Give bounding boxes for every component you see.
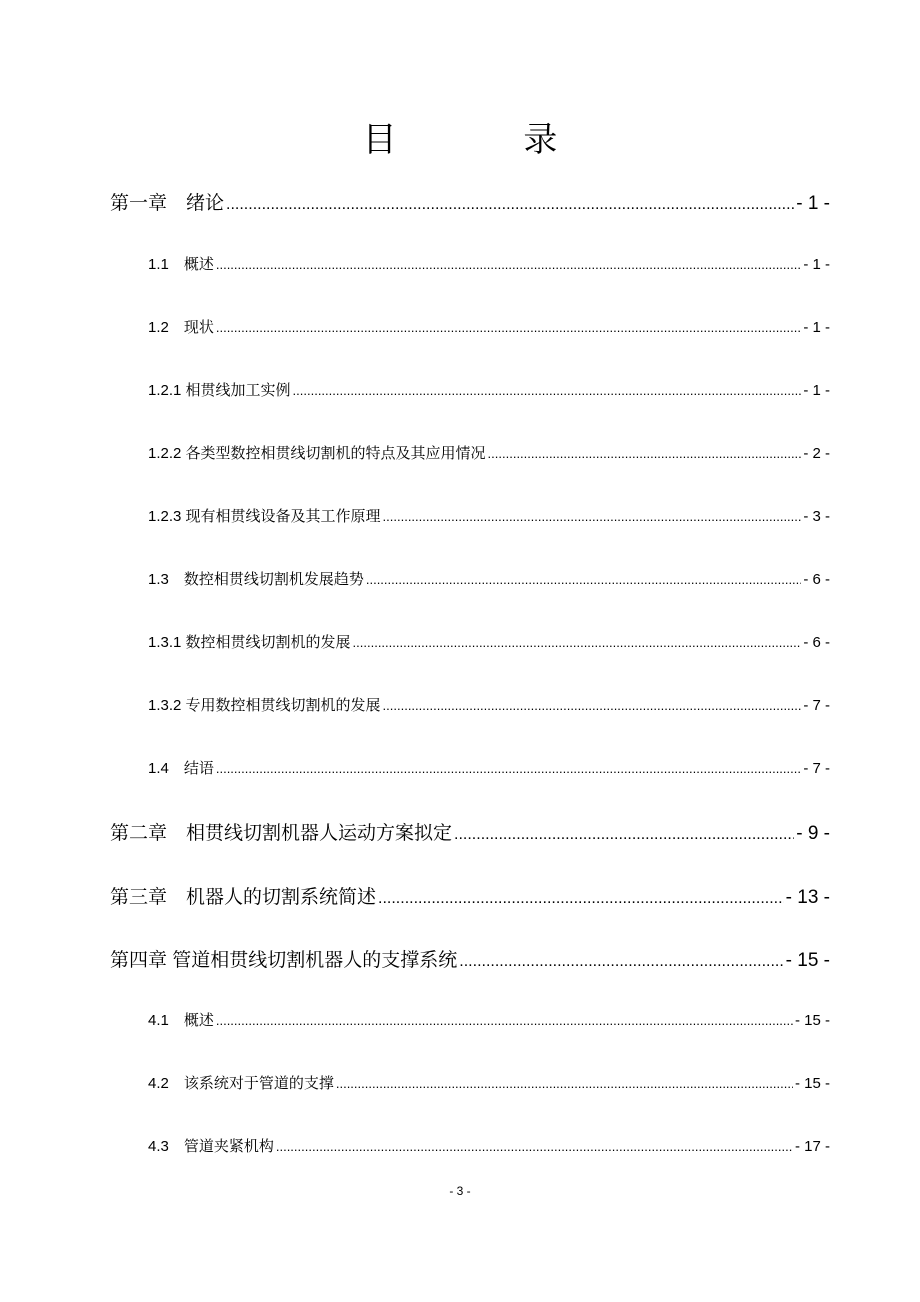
page-number-footer: - 3 - xyxy=(449,1184,471,1198)
toc-leader-dots xyxy=(293,383,802,398)
toc-entry-label: 1.4 结语 xyxy=(148,760,214,777)
toc-entry-label: 1.2.1 相贯线加工实例 xyxy=(148,382,291,399)
toc-entry-label: 4.2 该系统对于管道的支撑 xyxy=(148,1075,334,1092)
toc-leader-dots xyxy=(366,572,801,587)
toc-entry-page: - 1 - xyxy=(803,319,830,336)
toc-entry-page: - 6 - xyxy=(803,571,830,588)
toc-entry-page: - 15 - xyxy=(785,950,830,971)
toc-entry-page: - 1 - xyxy=(803,256,830,273)
toc-title: 目 录 xyxy=(362,120,616,160)
toc-leader-dots xyxy=(336,1076,793,1091)
toc-entry[interactable] xyxy=(148,379,830,400)
toc-entry-label: 第四章 管道相贯线切割机器人的支撑系统 xyxy=(110,950,458,971)
toc-entry-page: - 15 - xyxy=(794,1012,830,1029)
toc-entry-page: - 1 - xyxy=(803,382,830,399)
toc-entry[interactable] xyxy=(110,818,830,845)
toc-entry-page: - 13 - xyxy=(785,887,830,908)
toc-entry[interactable] xyxy=(148,1072,830,1093)
toc-entry[interactable] xyxy=(148,568,830,589)
toc-entry[interactable] xyxy=(148,757,830,778)
toc-entry-label: 1.2.2 各类型数控相贯线切割机的特点及其应用情况 xyxy=(148,445,486,462)
toc-entry-label: 1.2 现状 xyxy=(148,319,214,336)
toc-leader-dots xyxy=(459,953,783,971)
toc-entry[interactable] xyxy=(148,316,830,337)
toc-leader-dots xyxy=(276,1139,793,1154)
toc-entry-page: - 15 - xyxy=(794,1075,830,1092)
toc-entry-page: - 7 - xyxy=(803,760,830,777)
toc-entry-label: 1.2.3 现有相贯线设备及其工作原理 xyxy=(148,508,381,525)
toc-leader-dots xyxy=(488,446,802,461)
toc-entry-page: - 6 - xyxy=(803,634,830,651)
toc-leader-dots xyxy=(383,509,802,524)
toc-entry[interactable] xyxy=(110,188,830,215)
toc-entry-page: - 3 - xyxy=(803,508,830,525)
toc-entry-label: 4.3 管道夹紧机构 xyxy=(148,1138,274,1155)
toc-entry-label: 4.1 概述 xyxy=(148,1012,214,1029)
toc-leader-dots xyxy=(216,320,801,335)
toc-leader-dots xyxy=(216,257,801,272)
toc-entry-page: - 2 - xyxy=(803,445,830,462)
toc-entry-label: 1.3.2 专用数控相贯线切割机的发展 xyxy=(148,697,381,714)
toc-entry[interactable] xyxy=(148,694,830,715)
toc-entry-page: - 9 - xyxy=(796,823,830,844)
toc-entry[interactable] xyxy=(148,1135,830,1156)
toc-entry[interactable] xyxy=(148,505,830,526)
toc-entry[interactable] xyxy=(110,882,830,909)
toc-entry-label: 第二章 相贯线切割机器人运动方案拟定 xyxy=(110,823,453,844)
toc-entry-page: - 17 - xyxy=(794,1138,830,1155)
toc-entry-page: - 1 - xyxy=(796,193,830,214)
toc-entry-label: 第三章 机器人的切割系统简述 xyxy=(110,887,377,908)
toc-leader-dots xyxy=(378,890,784,908)
toc-leader-dots xyxy=(383,698,802,713)
toc-entry[interactable] xyxy=(148,1009,830,1030)
toc-entry-label: 1.3 数控相贯线切割机发展趋势 xyxy=(148,571,364,588)
toc-leader-dots xyxy=(216,1013,793,1028)
toc-entry-label: 1.1 概述 xyxy=(148,256,214,273)
toc-entry-label: 1.3.1 数控相贯线切割机的发展 xyxy=(148,634,351,651)
toc-entry-page: - 7 - xyxy=(803,697,830,714)
toc-leader-dots xyxy=(454,826,794,844)
toc-leader-dots xyxy=(353,635,802,650)
toc-entry-label: 第一章 绪论 xyxy=(110,193,225,214)
toc-entry[interactable] xyxy=(148,631,830,652)
toc-entry[interactable] xyxy=(148,253,830,274)
toc-entry[interactable] xyxy=(148,442,830,463)
toc-leader-dots xyxy=(216,761,801,776)
toc-leader-dots xyxy=(226,196,794,214)
toc-entry[interactable] xyxy=(110,945,830,972)
